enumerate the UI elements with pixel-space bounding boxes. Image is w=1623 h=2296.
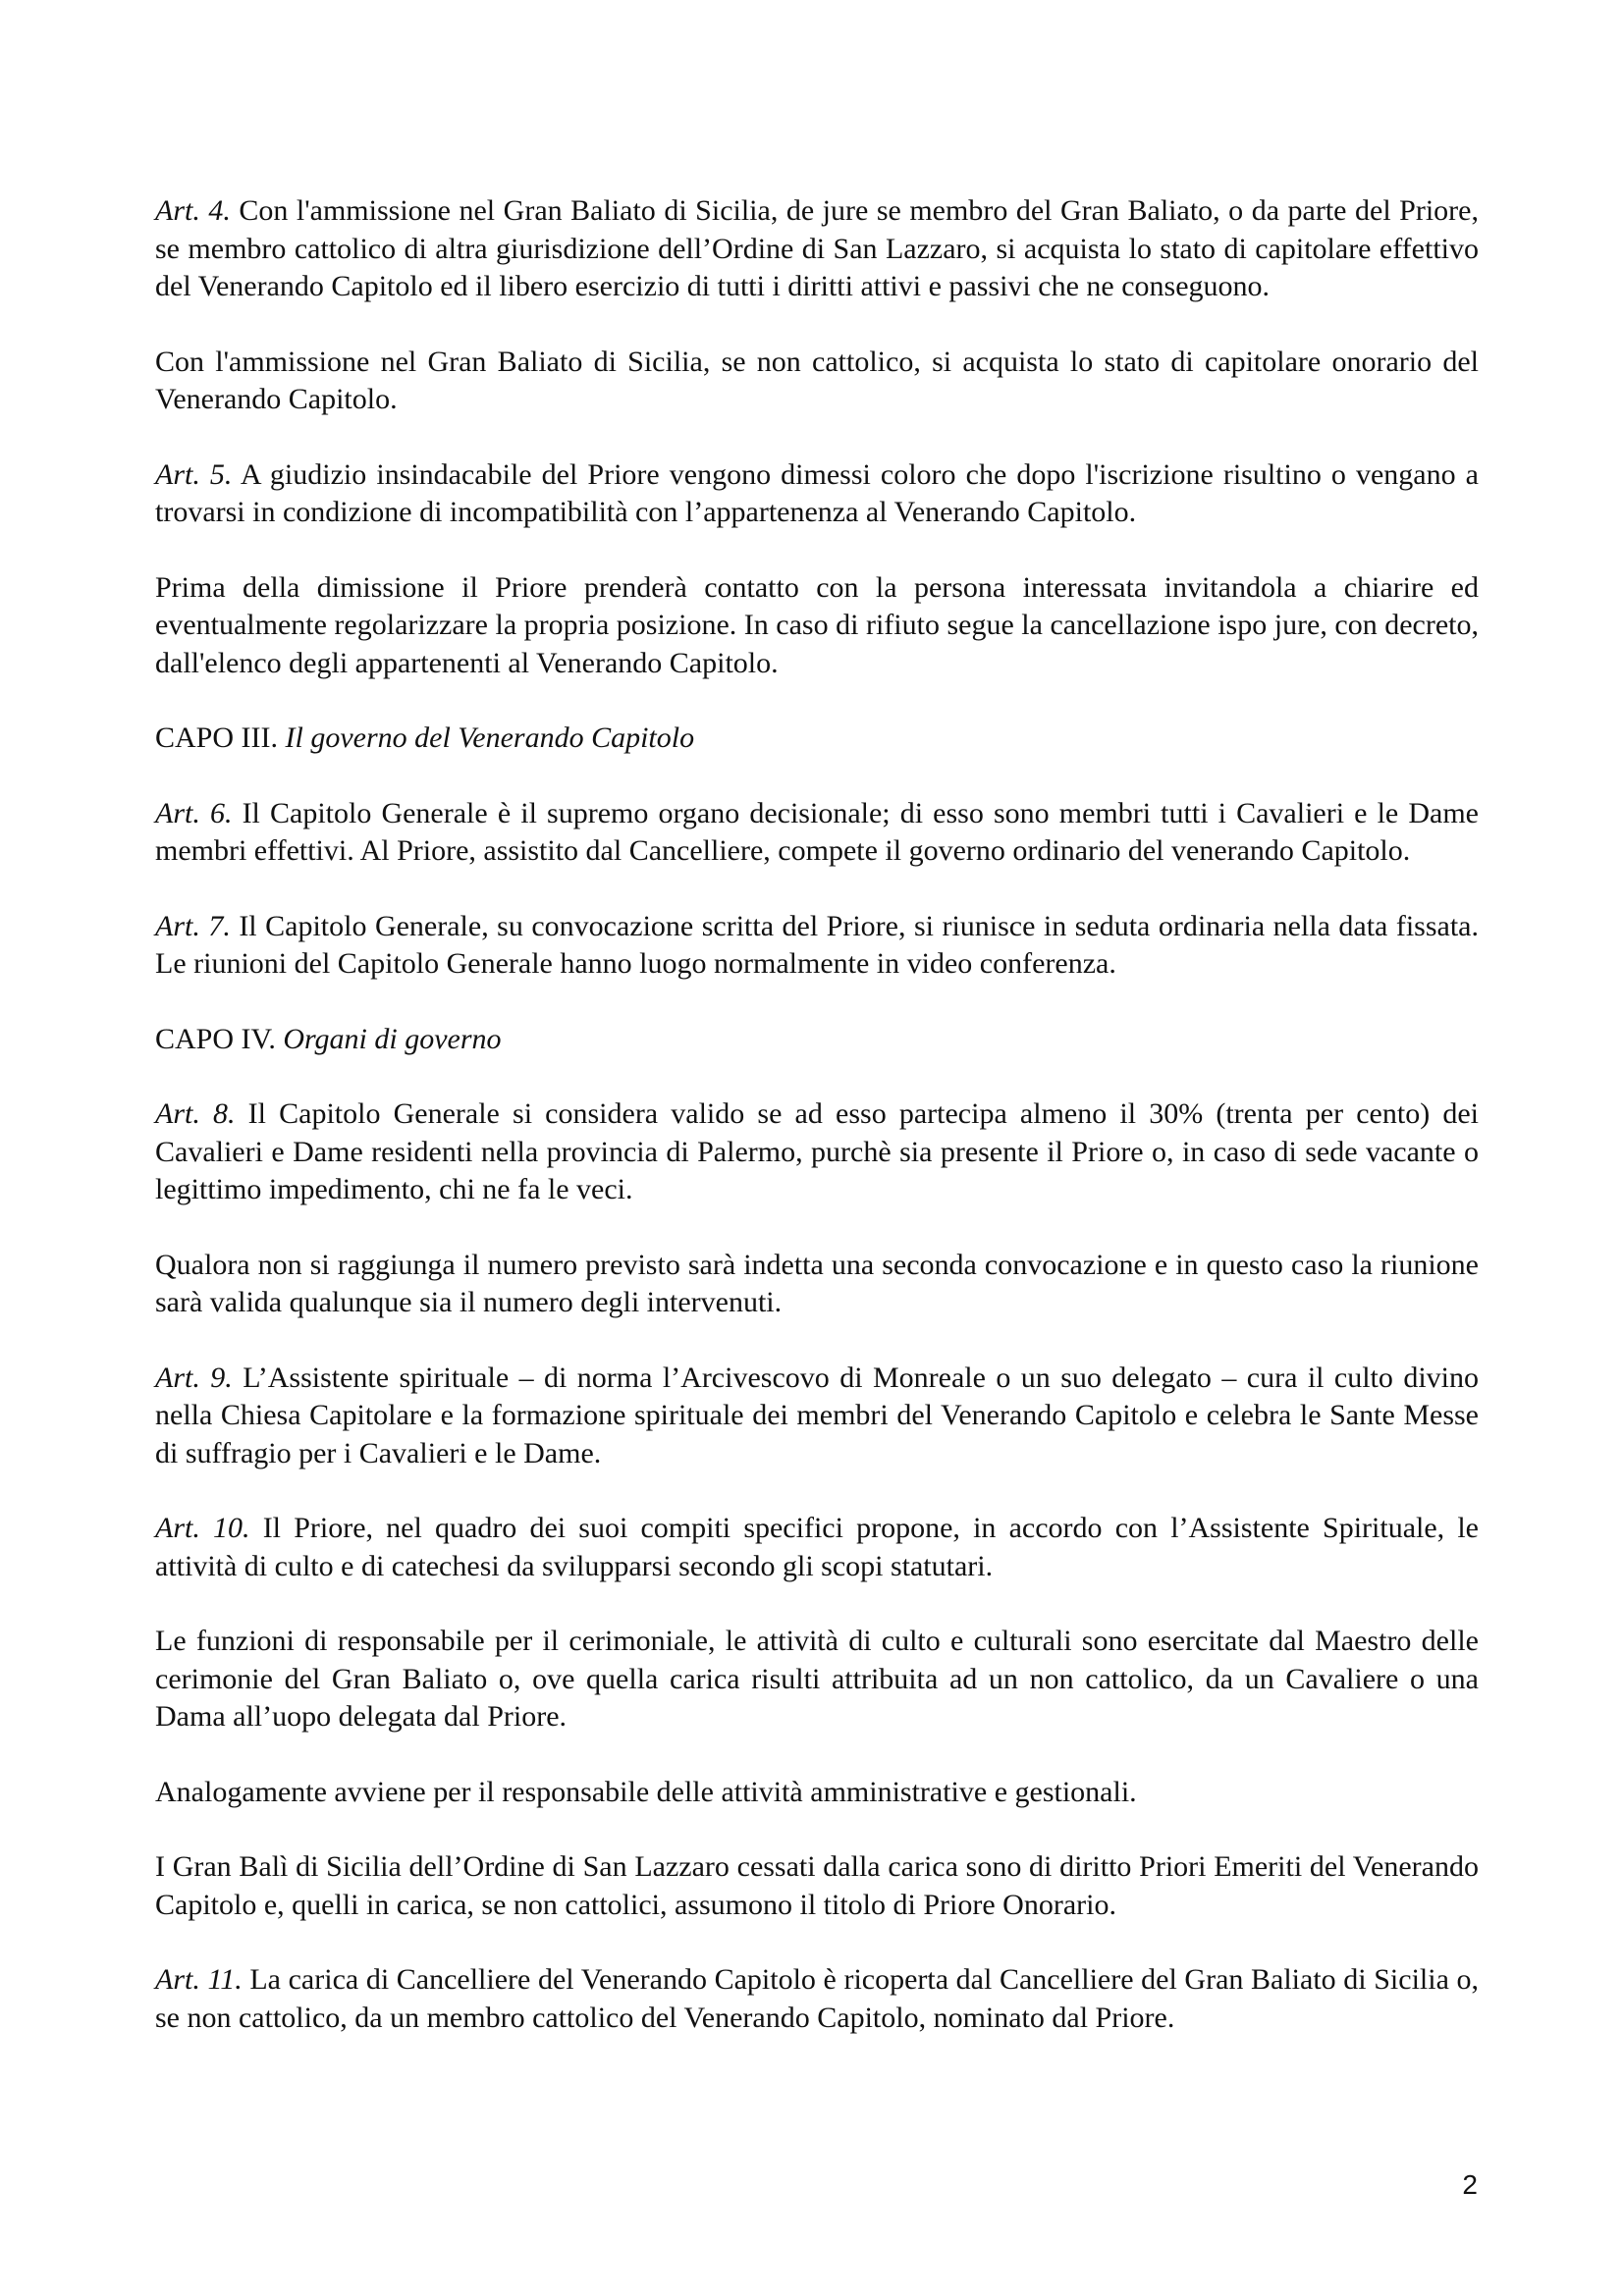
article-label: Art. 6. bbox=[155, 796, 233, 829]
document-body bbox=[155, 192, 1479, 2074]
article-5-paragraph bbox=[155, 456, 1479, 532]
chapter-4-heading bbox=[155, 1021, 1479, 1059]
paragraph-text: Prima della dimissione il Priore prenderà contatto con la persona interessata invitandola a chiarire ed eventualmente regolarizzare la propria posizione. In caso di rifiuto segue la cancellazione ispo jure, con decreto, dall'elenco degli appartenenti al Venerando Capitolo. bbox=[155, 570, 1479, 679]
article-8-continuation-paragraph bbox=[155, 1247, 1479, 1322]
paragraph-text: Il Capitolo Generale, su convocazione scritta del Priore, si riunisce in seduta ordinaria nella data fissata. Le riunioni del Capitolo Generale hanno luogo normalmente in video conferenza. bbox=[155, 909, 1479, 980]
article-4-paragraph bbox=[155, 192, 1479, 306]
paragraph-text: Le funzioni di responsabile per il cerimoniale, le attività di culto e culturali sono esercitate dal Maestro delle cerimonie del Gran Baliato o, ove quella carica risulti attribuita ad un non cattolico, da un Cavaliere o una Dama all’uopo delegata dal Priore. bbox=[155, 1625, 1479, 1733]
article-10-continuation-paragraph-2 bbox=[155, 1774, 1479, 1812]
chapter-label: CAPO IV. bbox=[155, 1022, 276, 1055]
paragraph-text: Il Capitolo Generale si considera valido se ad esso partecipa almeno il 30% (trenta per cento) dei Cavalieri e Dame residenti nella provincia di Palermo, purchè sia presente il Priore o, in caso di sede vacante o legittimo impedimento, chi ne fa le veci. bbox=[155, 1097, 1479, 1205]
paragraph-text: I Gran Balì di Sicilia dell’Ordine di San Lazzaro cessati dalla carica sono di diritto Priori Emeriti del Venerando Capitolo e, quelli in carica, se non cattolici, assumono il titolo di Priore Onorario. bbox=[155, 1850, 1479, 1921]
paragraph-text: Qualora non si raggiunga il numero previsto sarà indetta una seconda convocazione e in questo caso la riunione sarà valida qualunque sia il numero degli intervenuti. bbox=[155, 1248, 1479, 1318]
paragraph-text: Analogamente avviene per il responsabile delle attività amministrative e gestionali. bbox=[155, 1775, 1137, 1808]
paragraph-text: Con l'ammissione nel Gran Baliato di Sicilia, de jure se membro del Gran Baliato, o da parte del Priore, se membro cattolico di altra giurisdizione dell’Ordine di San Lazzaro, si acquista lo stato di capitolare effettivo del Venerando Capitolo ed il libero esercizio di tutti i diritti attivi e passivi che ne conseguono. bbox=[155, 194, 1479, 302]
article-10-paragraph bbox=[155, 1510, 1479, 1585]
article-label: Art. 5. bbox=[155, 457, 233, 491]
article-11-paragraph bbox=[155, 1961, 1479, 2037]
chapter-3-heading bbox=[155, 720, 1479, 758]
article-9-paragraph bbox=[155, 1360, 1479, 1473]
article-label: Art. 8. bbox=[155, 1097, 236, 1130]
article-10-continuation-paragraph-3 bbox=[155, 1848, 1479, 1924]
paragraph-text: Con l'ammissione nel Gran Baliato di Sicilia, se non cattolico, si acquista lo stato di capitolare onorario del Venerando Capitolo. bbox=[155, 345, 1479, 415]
chapter-title: Il governo del Venerando Capitolo bbox=[278, 721, 695, 754]
article-label: Art. 4. bbox=[155, 194, 231, 227]
article-8-paragraph bbox=[155, 1095, 1479, 1209]
article-7-paragraph bbox=[155, 908, 1479, 984]
article-4-continuation-paragraph bbox=[155, 344, 1479, 419]
article-label: Art. 10. bbox=[155, 1512, 250, 1544]
paragraph-text: A giudizio insindacabile del Priore vengono dimessi coloro che dopo l'iscrizione risultino o vengano a trovarsi in condizione di incompatibilità con l’appartenenza al Venerando Capitolo. bbox=[155, 457, 1480, 528]
page-number: 2 bbox=[1462, 2169, 1478, 2200]
article-label: Art. 9. bbox=[155, 1361, 233, 1394]
article-5-continuation-paragraph bbox=[155, 569, 1479, 683]
paragraph-text: Il Capitolo Generale è il supremo organo decisionale; di esso sono membri tutti i Cavalieri e le Dame membri effettivi. Al Priore, assistito dal Cancelliere, compete il governo ordinario del venerando Capitolo. bbox=[155, 796, 1479, 867]
paragraph-text: La carica di Cancelliere del Venerando Capitolo è ricoperta dal Cancelliere del Gran Baliato di Sicilia o, se non cattolico, da un membro cattolico del Venerando Capitolo, nominato dal Priore. bbox=[155, 1963, 1480, 2034]
paragraph-text: Il Priore, nel quadro dei suoi compiti specifici propone, in accordo con l’Assistente Spirituale, le attività di culto e di catechesi da svilupparsi secondo gli scopi statutari. bbox=[155, 1512, 1479, 1582]
article-10-continuation-paragraph-1 bbox=[155, 1623, 1479, 1736]
article-6-paragraph bbox=[155, 795, 1479, 871]
article-label: Art. 7. bbox=[155, 909, 231, 942]
paragraph-text: L’Assistente spirituale – di norma l’Arcivescovo di Monreale o un suo delegato – cura il culto divino nella Chiesa Capitolare e la formazione spirituale dei membri del Venerando Capitolo e celebra le Sante Messe di suffragio per i Cavalieri e le Dame. bbox=[155, 1361, 1479, 1469]
chapter-label: CAPO III. bbox=[155, 721, 278, 754]
chapter-title: Organi di governo bbox=[275, 1022, 502, 1055]
article-label: Art. 11. bbox=[155, 1963, 243, 1996]
